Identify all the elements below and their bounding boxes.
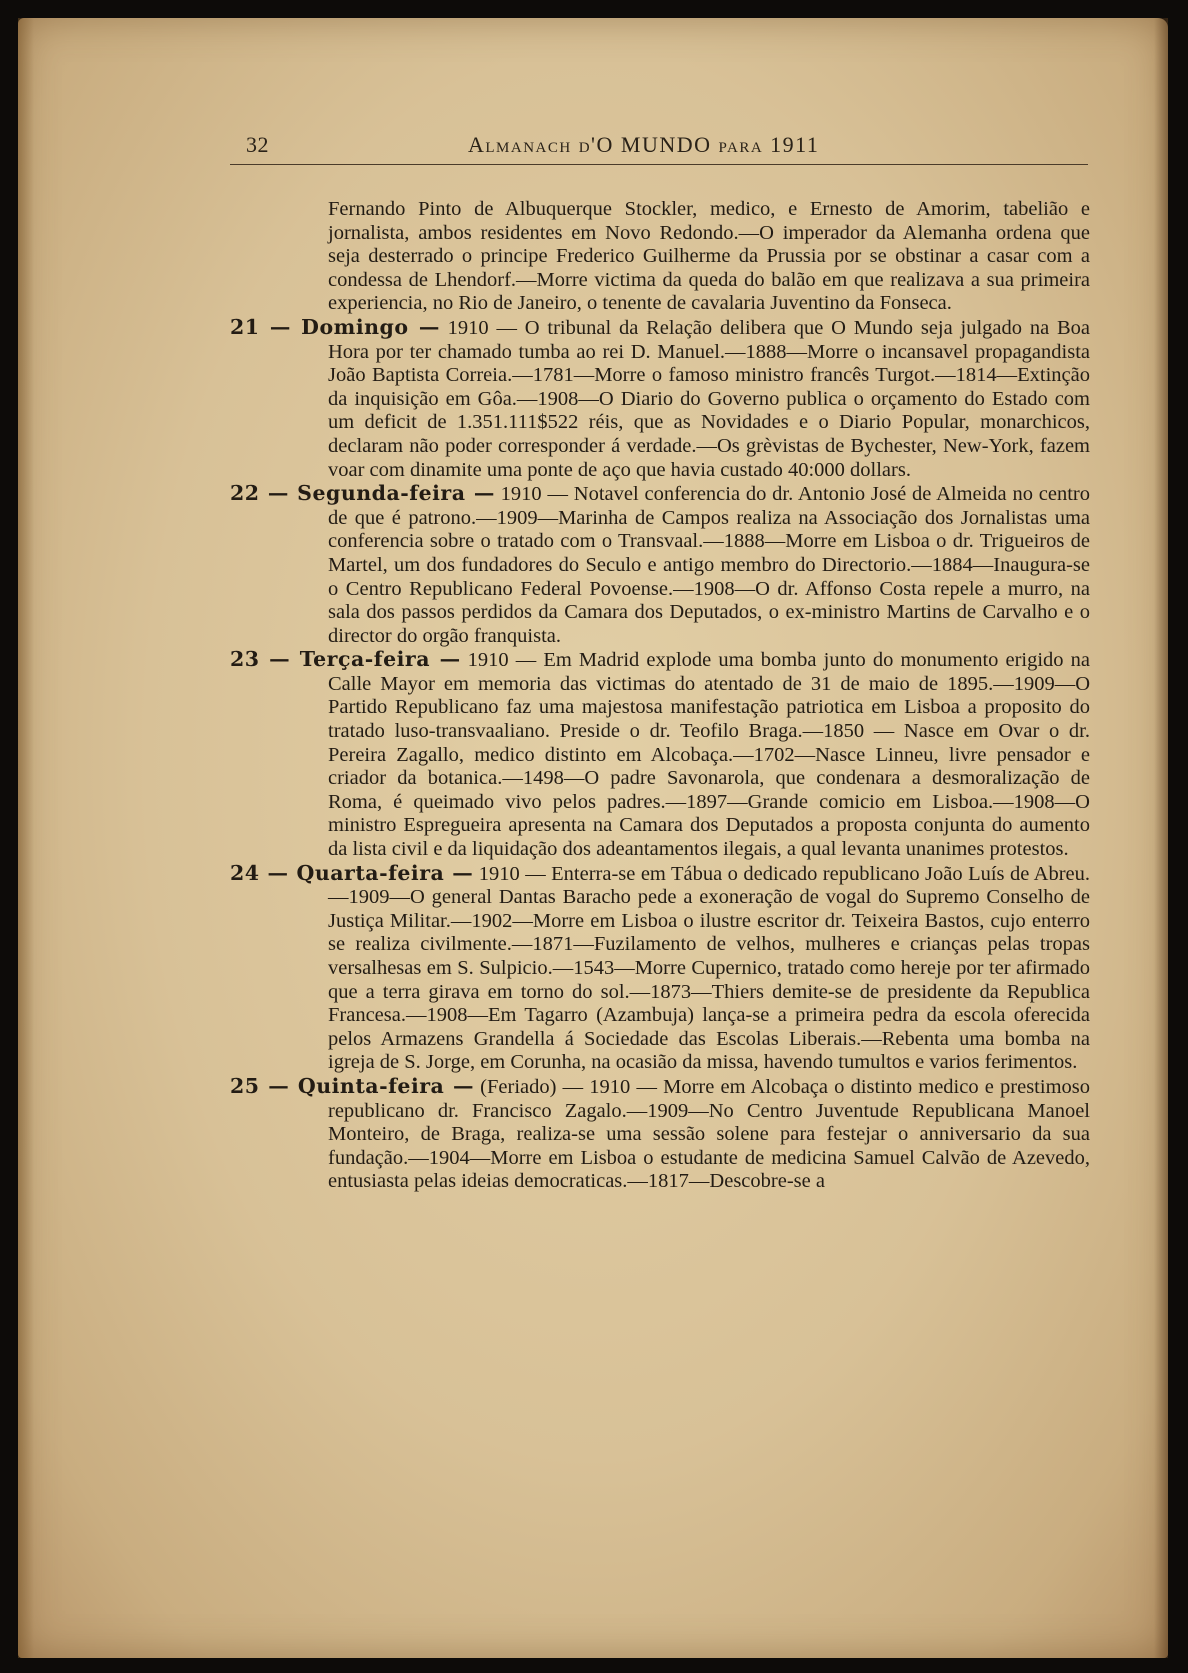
day-label: 24 — Quarta-feira — <box>230 860 474 885</box>
page-header <box>228 132 1088 162</box>
day-entry-23 <box>230 648 1090 861</box>
entry-text: 1910 — Em Madrid explode uma bomba junto do monumento erigido na Calle Mayor em memoria das victimas do atentado de 31 de maio de 1895.—1909—O Partido Republicano faz uma majestosa manifestação patriotica em Lisboa a proposito do tratado luso-transvaaliano. Preside o dr. Teofilo Braga.—1850 — Nasce em Ovar o dr. Pereira Zagallo, medico distinto em Alcobaça.—1702—Nasce Linneu, livre pensador e criador da botanica.—1498—O padre Savonarola, que condenara a desmoralização de Roma, é queimado vivo pelos padres.—1897—Grande comicio em Lisboa.—1908—O ministro Espregueira apresenta na Camara dos Deputados a proposta conjunta do aumento da lista civil e da liquidação dos adeantamentos ilegais, a qual levanta unanimes protestos. <box>328 649 1090 861</box>
running-title: Almanach d'O MUNDO para 1911 <box>468 132 820 157</box>
day-label: 21 — Domingo — <box>230 314 440 339</box>
day-label: 23 — Terça-feira — <box>230 647 461 672</box>
day-entry-21 <box>230 316 1090 482</box>
entry-text: Fernando Pinto de Albuquerque Stockler, medico, e Ernesto de Amorim, tabelião e jornalista, ambos residentes em Novo Redondo.—O imperador da Alemanha ordena que seja desterrado o principe Frederico Guilherme da Prussia por se obstinar a casar com a condessa de Lhendorf.—Morre victima da queda do balão em que realizava a sua primeira experiencia, no Rio de Janeiro, o tenente de cavalaria Juventino da Fonseca. <box>328 198 1090 315</box>
day-label: 22 — Segunda-feira — <box>230 481 495 506</box>
entry-text: 1910 — O tribunal da Relação delibera que O Mundo seja julgado na Boa Hora por ter chamado tumba ao rei D. Manuel.—1888—Morre o incansavel propagandista João Baptista Correia.—1781—Morre o famoso ministro francês Turgot.—1814—Extinção da inquisição em Gôa.—1908—O Diario do Governo publica o orçamento do Estado com um deficit de 1.351.111$522 réis, que as Novidades e o Diario Popular, monarchicos, declaram não poder corresponder á verdade.—Os grèvistas de Bychester, New-York, fazem voar com dinamite uma ponte de aço que havia custado 40:000 dollars. <box>328 316 1091 481</box>
day-label: 25 — Quinta-feira — <box>230 1073 475 1098</box>
almanac-body <box>230 198 1090 1194</box>
header-rule <box>230 164 1088 165</box>
entry-text: (Feriado) — 1910 — Morre em Alcobaça o distinto medico e prestimoso republicano dr. Francisco Zagalo.—1909—No Centro Juventude Republicana Manoel Monteiro, de Braga, realiza-se uma sessão solene para festejar o anniversario da sua fundação.—1904—Morre em Lisboa o estudante de medicina Samuel Calvão de Azevedo, entusiasta pelas ideias democraticas.—1817—Descobre-se a <box>328 1075 1090 1193</box>
day-entry-22 <box>230 482 1090 648</box>
entry-text: 1910 — Enterra-se em Tábua o dedicado republicano João Luís de Abreu.—1909—O general Dantas Baracho pede a exoneração de vogal do Supremo Conselho de Justiça Militar.—1902—Morre em Lisboa o ilustre escritor dr. Teixeira Bastos, cujo enterro se realiza civilmente.—1871—Fuzilamento de velhos, mulheres e crianças pelas tropas versalhesas em S. Sulpicio.—1543—Morre Cupernico, tratado como hereje por ter afirmado que a terra girava em torno do sol.—1873—Thiers demite-se de presidente da Republica Francesa.—1908—Em Tagarro (Azambuja) lança-se a primeira pedra da escola oferecida pelos Armazens Grandella á Sociedade das Escolas Liberais.—Rebenta uma bomba na igreja de S. Jorge, em Corunha, na ocasião da missa, havendo tumultos e varios ferimentos. <box>328 862 1090 1074</box>
entry-text: 1910 — Notavel conferencia do dr. Antonio José de Almeida no centro de que é patrono.—1909—Marinha de Campos realiza na Associação dos Jornalistas uma conferencia sobre o tratado com o Transvaal.—1888—Morre em Lisboa o dr. Trigueiros de Martel, um dos fundadores do Seculo e antigo membro do Directorio.—1884—Inaugura-se o Centro Republicano Federal Povoense.—1908—O dr. Affonso Costa repele a murro, na sala dos passos perdidos da Camara dos Deputados, o ex-ministro Martins de Carvalho e o director do orgão franquista. <box>328 483 1090 647</box>
continued-entry <box>230 198 1090 316</box>
day-entry-24 <box>230 862 1090 1075</box>
page-number: 32 <box>246 132 269 157</box>
almanac-page <box>18 18 1168 1658</box>
day-entry-25 <box>230 1075 1090 1194</box>
